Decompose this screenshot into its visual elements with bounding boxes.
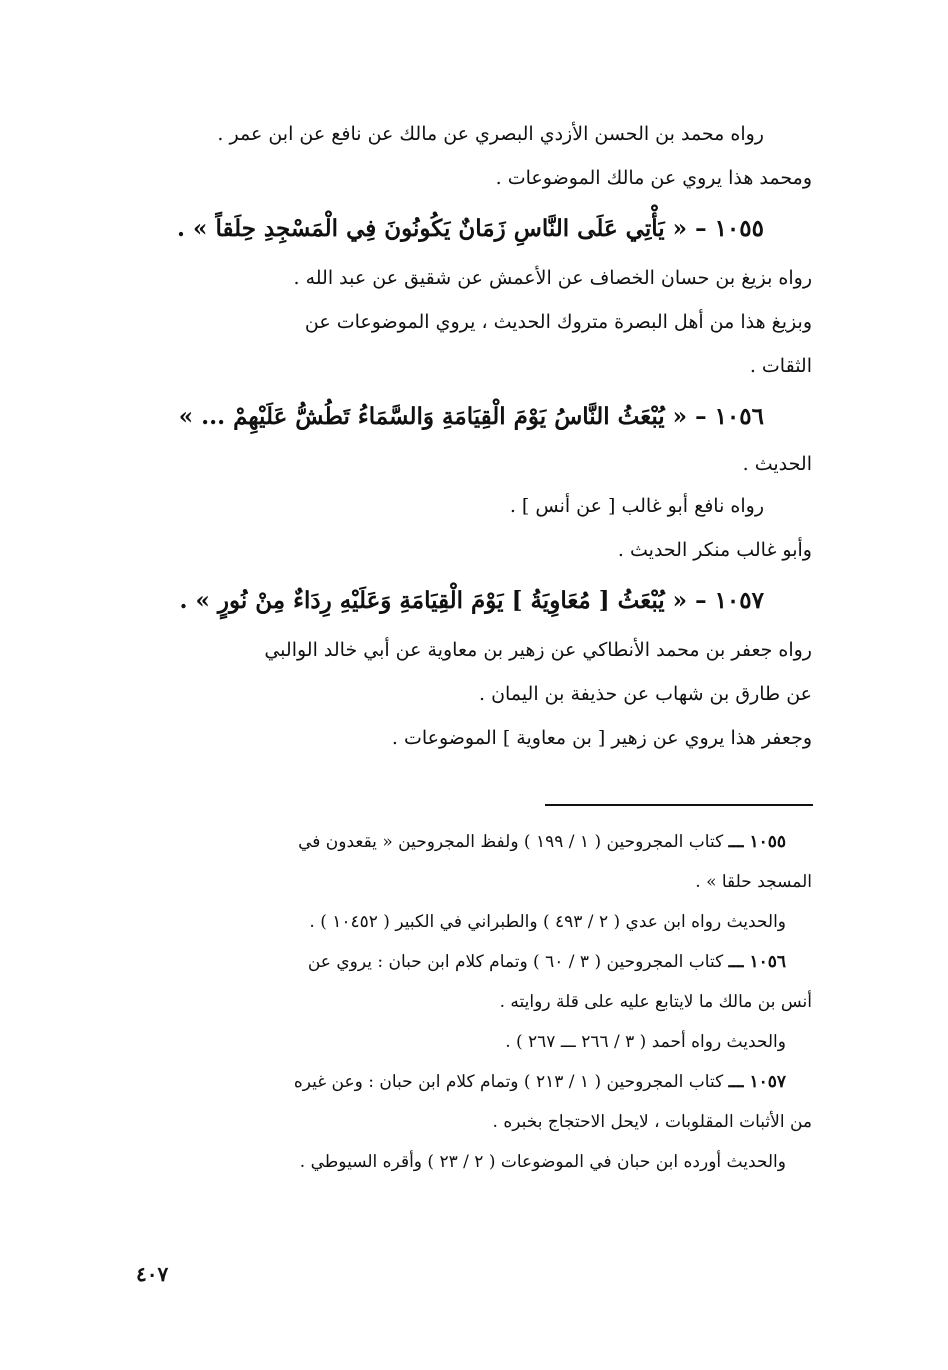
footnote-number: ١٠٥٦ ـــ — [728, 952, 786, 972]
text-line: رواه جعفر بن محمد الأنطاكي عن زهير بن معاوية عن أبي خالد الوالبي — [264, 639, 812, 661]
footnote-line: والحديث أورده ابن حبان في الموضوعات ( ٢ / ٢٣ ) وأقره السيوطي . — [299, 1152, 786, 1172]
footnote-line: أنس بن مالك ما لايتابع عليه على قلة روايته . — [499, 992, 812, 1012]
hadith-text: « يُبْعَثُ [ مُعَاوِيَةُ ] يَوْمَ الْقِيَامَةِ وَعَلَيْهِ رِدَاءٌ مِنْ نُورٍ » . — [179, 587, 688, 614]
footnote-line: والحديث رواه ابن عدي ( ٢ / ٤٩٣ ) والطبراني في الكبير ( ١٠٤٥٢ ) . — [309, 912, 786, 932]
footnote-line: المسجد حلقا » . — [695, 872, 812, 892]
text-line: عن طارق بن شهاب عن حذيفة بن اليمان . — [479, 683, 812, 705]
hadith-heading-1057 — [136, 578, 812, 624]
footnote-text: كتاب المجروحين ( ١ / ٢١٣ ) وتمام كلام ابن حبان : وعن غيره — [293, 1072, 724, 1092]
text-line: وجعفر هذا يروي عن زهير [ بن معاوية ] الموضوعات . — [391, 727, 812, 749]
footnote-line — [136, 1062, 812, 1102]
footnote-separator — [545, 804, 813, 806]
text-line: رواه نافع أبو غالب [ عن أنس ] . — [509, 495, 764, 517]
text-line: الثقات . — [749, 355, 812, 377]
footnote-line: والحديث رواه أحمد ( ٣ / ٢٦٦ ـــ ٢٦٧ ) . — [505, 1032, 786, 1052]
footnote-line — [136, 942, 812, 982]
footnote-line — [136, 822, 812, 862]
footnotes — [136, 822, 812, 1182]
main-text — [136, 112, 812, 760]
text-line: رواه بزيغ بن حسان الخصاف عن الأعمش عن شقيق عن عبد الله . — [293, 267, 812, 289]
footnote-text: كتاب المجروحين ( ١ / ١٩٩ ) ولفظ المجروحين « يقعدون في — [298, 832, 724, 852]
page-number: ٤٠٧ — [136, 1262, 169, 1286]
hadith-number: ١٠٥٧ – — [695, 587, 764, 614]
hadith-number: ١٠٥٥ – — [695, 215, 764, 242]
text-line: وأبو غالب منكر الحديث . — [617, 539, 812, 561]
hadith-number: ١٠٥٦ – — [695, 403, 764, 430]
footnote-number: ١٠٥٧ ـــ — [728, 1072, 786, 1092]
footnote-number: ١٠٥٥ ـــ — [728, 832, 786, 852]
text-line: ومحمد هذا يروي عن مالك الموضوعات . — [495, 167, 812, 189]
footnote-line: من الأثبات المقلوبات ، لايحل الاحتجاج بخبره . — [492, 1112, 812, 1132]
hadith-text-continuation: الحديث . — [742, 453, 812, 475]
hadith-text: « يَأْتِي عَلَى النَّاسِ زَمَانٌ يَكُونُونَ فِي الْمَسْجِدِ حِلَقاً » . — [177, 215, 688, 242]
hadith-heading-1056 — [136, 394, 812, 440]
hadith-text: « يُبْعَثُ النَّاسُ يَوْمَ الْقِيَامَةِ وَالسَّمَاءُ تَطُشُّ عَلَيْهِمْ ... » — [178, 403, 688, 430]
text-line: رواه محمد بن الحسن الأزدي البصري عن مالك عن نافع عن ابن عمر . — [217, 123, 764, 145]
text-line: وبزيغ هذا من أهل البصرة متروك الحديث ، يروي الموضوعات عن — [304, 311, 812, 333]
footnote-text: كتاب المجروحين ( ٣ / ٦٠ ) وتمام كلام ابن حبان : يروي عن — [307, 952, 724, 972]
hadith-heading-1055 — [136, 206, 812, 252]
